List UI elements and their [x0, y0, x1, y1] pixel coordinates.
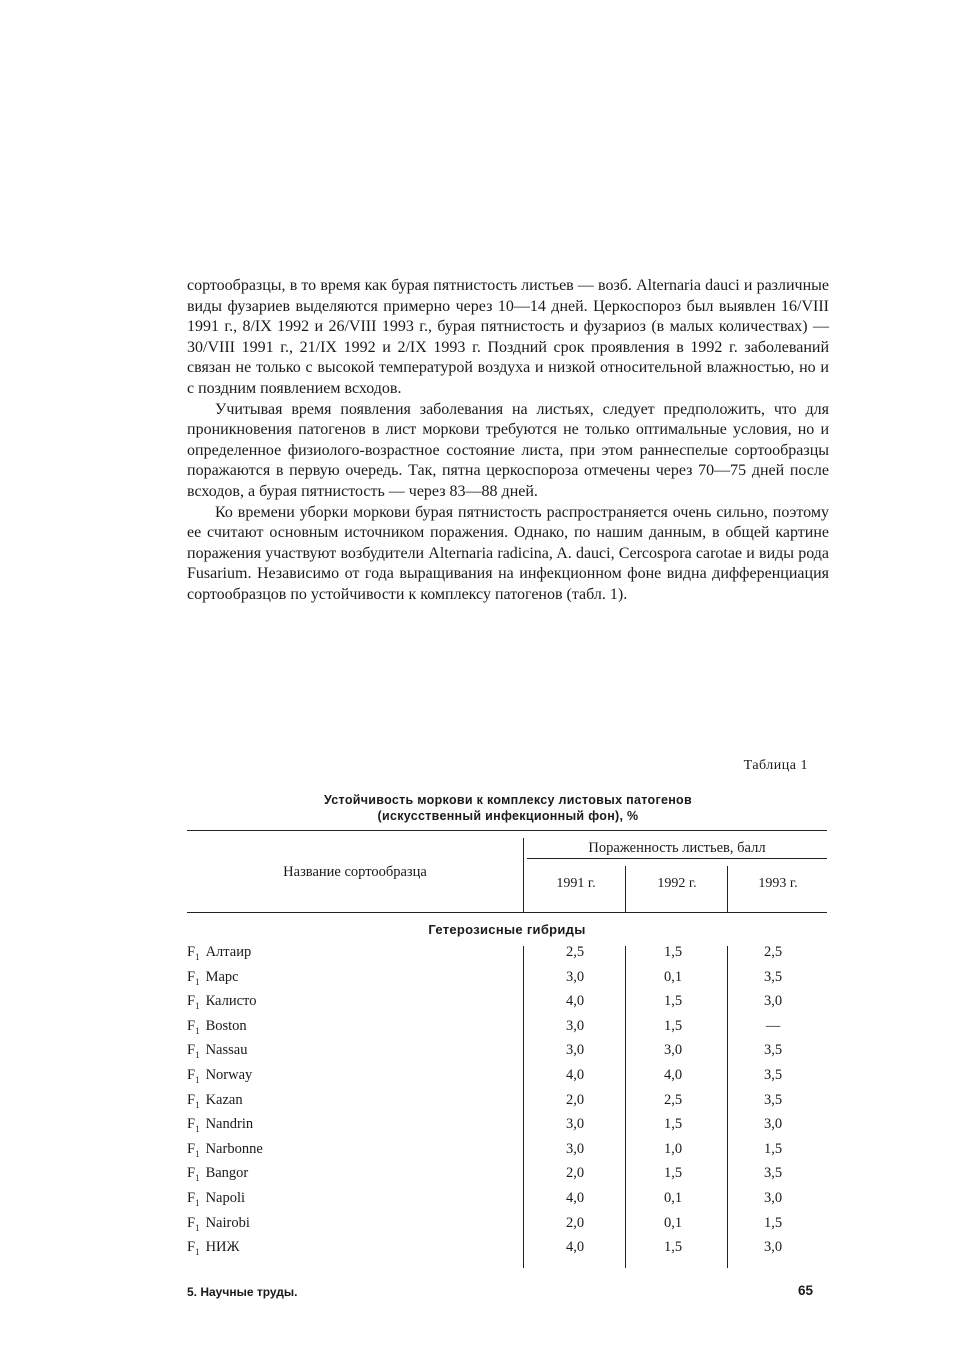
cell-1992: 1,5	[663, 1116, 683, 1133]
row-name	[187, 1116, 253, 1134]
hybrid-prefix-sub: 1	[195, 1148, 200, 1159]
body-text	[187, 276, 829, 606]
table-row	[187, 1165, 827, 1190]
paragraph-3: Ко времени уборки моркови бурая пятнистость распространяется очень сильно, поэтому ее считают основным источником поражения. Однако, по нашим данным, в общей картине поражения участвуют возбудители Alternaria radicina, A. dauci, Cercospora carotae и виды рода Fusarium. Независимо от года выращивания на инфекционном фоне видна дифференциация сортообразцов по устойчивости к комплексу патогенов (табл. 1).	[187, 503, 829, 603]
hybrid-prefix: F	[187, 1190, 196, 1206]
hybrid-prefix: F	[187, 1140, 196, 1157]
hybrid-prefix: F	[187, 993, 196, 1010]
row-name-label: Алтаир	[205, 944, 252, 960]
column-group-header: Пораженность листьев, балл	[588, 840, 766, 856]
cell-1992: 0,1	[663, 1190, 683, 1206]
hybrid-prefix-sub: 1	[195, 1222, 200, 1233]
header-divider-name	[523, 838, 524, 912]
row-name-label: Калисто	[205, 993, 257, 1010]
hybrid-prefix-sub: 1	[195, 1173, 200, 1184]
table-title-line-1: Устойчивость моркови к комплексу листовых патогенов	[324, 793, 692, 807]
group-header-rule	[527, 858, 827, 859]
cell-1991: 3,0	[565, 968, 585, 985]
hybrid-prefix: F	[187, 1116, 196, 1133]
hybrid-prefix-sub: 1	[195, 1001, 200, 1012]
cell-1992: 2,5	[663, 1091, 683, 1108]
hybrid-prefix-sub: 1	[195, 1197, 200, 1208]
cell-1991: 2,0	[565, 1091, 585, 1108]
table-row	[187, 969, 827, 994]
row-name	[187, 1215, 250, 1233]
cell-1993: 3,5	[763, 1165, 783, 1182]
cell-1993: 1,5	[763, 1214, 783, 1231]
row-name	[187, 993, 256, 1011]
row-name	[187, 944, 251, 962]
column-header-1993: 1993 г.	[758, 876, 798, 891]
hybrid-prefix: F	[187, 944, 196, 960]
row-name	[187, 1239, 240, 1257]
table-row	[187, 1141, 827, 1166]
hybrid-prefix-sub: 1	[195, 976, 200, 987]
hybrid-prefix: F	[187, 1165, 196, 1182]
row-name-label: Марс	[205, 968, 239, 985]
hybrid-prefix: F	[187, 1017, 196, 1034]
table-row	[187, 1067, 827, 1092]
table-row	[187, 1116, 827, 1141]
table-title	[187, 792, 829, 824]
row-name-label: Kazan	[205, 1091, 243, 1108]
cell-1992: 1,5	[663, 1017, 683, 1034]
cell-1993: —	[765, 1017, 781, 1034]
cell-1993: 3,0	[763, 1190, 783, 1206]
row-name-label: Norway	[205, 1067, 253, 1083]
column-header-1992: 1992 г.	[657, 876, 697, 891]
paragraph-1: сортообразцы, в то время как бурая пятнистость листьев — возб. Alternaria dauci и различные виды фузариев выделяются примерно через 10—14 дней. Церкоспороз был выявлен 16/VIII 1991 г., 8/IX 1992 и 26/VIII 1993 г., бурая пятнистость и фузариоз (в малых количествах) — 30/VIII 1991 г., 21/IX 1992 и 2/IX 1993 г. Поздний срок проявления в 1992 г. заболеваний связан не только с высокой температурой воздуха и низкой относительной влажностью, но и с поздним появлением всходов.	[187, 277, 829, 397]
table-row	[187, 1239, 827, 1264]
cell-1992: 1,5	[663, 993, 683, 1010]
hybrid-prefix: F	[187, 968, 196, 985]
row-name	[187, 1067, 252, 1085]
cell-1993: 2,5	[763, 944, 783, 960]
cell-1993: 3,5	[763, 968, 783, 985]
row-name	[187, 1141, 263, 1159]
row-name-label: Bangor	[205, 1165, 249, 1182]
cell-1993: 3,0	[763, 1116, 783, 1133]
table-row	[187, 1190, 827, 1215]
cell-1992: 1,5	[663, 1165, 683, 1182]
column-header-1991: 1991 г.	[556, 876, 596, 891]
hybrid-prefix-sub: 1	[195, 1099, 200, 1110]
table-label: Таблица 1	[743, 758, 808, 773]
hybrid-prefix-sub: 1	[195, 1124, 200, 1135]
cell-1992: 4,0	[663, 1067, 683, 1083]
cell-1992: 1,5	[663, 1239, 683, 1256]
hybrid-prefix: F	[187, 1239, 196, 1256]
cell-1992: 0,1	[663, 968, 683, 985]
hybrid-prefix: F	[187, 1214, 196, 1231]
cell-1991: 3,0	[565, 1116, 585, 1133]
cell-1991: 3,0	[565, 1042, 585, 1059]
cell-1993: 3,0	[763, 1239, 783, 1256]
hybrid-prefix: F	[187, 1067, 196, 1083]
hybrid-prefix-sub: 1	[195, 1247, 200, 1258]
cell-1993: 3,5	[763, 1067, 783, 1083]
row-name	[187, 1042, 247, 1060]
table-title-line-2: (искусственный инфекционный фон), %	[377, 809, 639, 823]
table-row	[187, 1042, 827, 1067]
row-name	[187, 1018, 247, 1036]
row-name-label: Nairobi	[205, 1214, 250, 1231]
row-name-label: Napoli	[205, 1190, 246, 1206]
cell-1991: 4,0	[565, 993, 585, 1010]
cell-1991: 2,5	[565, 944, 585, 960]
cell-1991: 3,0	[565, 1140, 585, 1157]
cell-1992: 1,5	[663, 944, 683, 960]
cell-1992: 0,1	[663, 1214, 683, 1231]
cell-1991: 4,0	[565, 1067, 585, 1083]
row-name-label: Nassau	[205, 1042, 248, 1059]
row-name	[187, 1092, 243, 1110]
table-top-rule	[187, 830, 827, 831]
header-bottom-rule	[187, 912, 827, 913]
table-row	[187, 993, 827, 1018]
footer-series: 5. Научные труды.	[187, 1285, 298, 1299]
section-title: Гетерозисные гибриды	[428, 922, 586, 937]
hybrid-prefix-sub: 1	[195, 1050, 200, 1061]
hybrid-prefix: F	[187, 1042, 196, 1059]
cell-1991: 2,0	[565, 1165, 585, 1182]
row-name	[187, 1165, 248, 1183]
table-row	[187, 944, 827, 969]
cell-1991: 3,0	[565, 1017, 585, 1034]
cell-1993: 1,5	[763, 1140, 783, 1157]
row-name	[187, 1190, 245, 1208]
row-name-label: НИЖ	[205, 1239, 240, 1256]
table-row	[187, 1092, 827, 1117]
row-name-label: Narbonne	[205, 1140, 263, 1157]
row-name-label: Nandrin	[205, 1116, 254, 1133]
page-number: 65	[798, 1283, 814, 1298]
header-divider-1992	[625, 866, 626, 912]
column-header-name: Название сортообразца	[283, 864, 427, 880]
cell-1992: 3,0	[663, 1042, 683, 1059]
row-name	[187, 969, 239, 987]
cell-1991: 4,0	[565, 1190, 585, 1206]
cell-1991: 2,0	[565, 1214, 585, 1231]
cell-1992: 1,0	[663, 1140, 683, 1157]
hybrid-prefix: F	[187, 1091, 196, 1108]
table-row	[187, 1018, 827, 1043]
cell-1993: 3,5	[763, 1042, 783, 1059]
table-row	[187, 1215, 827, 1240]
paragraph-2: Учитывая время появления заболевания на листьях, следует предположить, что для проникновения патогенов в лист моркови требуются не только оптимальные условия, но и определенное физиолого-возрастное состояние листа, при этом раннеспелые сортообразцы поражаются в первую очередь. Так, пятна церкоспороза отмечены через 70—75 дней после всходов, а бурая пятнистость — через 83—88 дней.	[187, 400, 829, 500]
cell-1993: 3,0	[763, 993, 783, 1010]
row-name-label: Boston	[205, 1017, 247, 1034]
header-divider-1993	[727, 866, 728, 912]
cell-1993: 3,5	[763, 1091, 783, 1108]
hybrid-prefix-sub: 1	[195, 1074, 200, 1085]
hybrid-prefix-sub: 1	[195, 951, 200, 962]
cell-1991: 4,0	[565, 1239, 585, 1256]
hybrid-prefix-sub: 1	[195, 1025, 200, 1036]
